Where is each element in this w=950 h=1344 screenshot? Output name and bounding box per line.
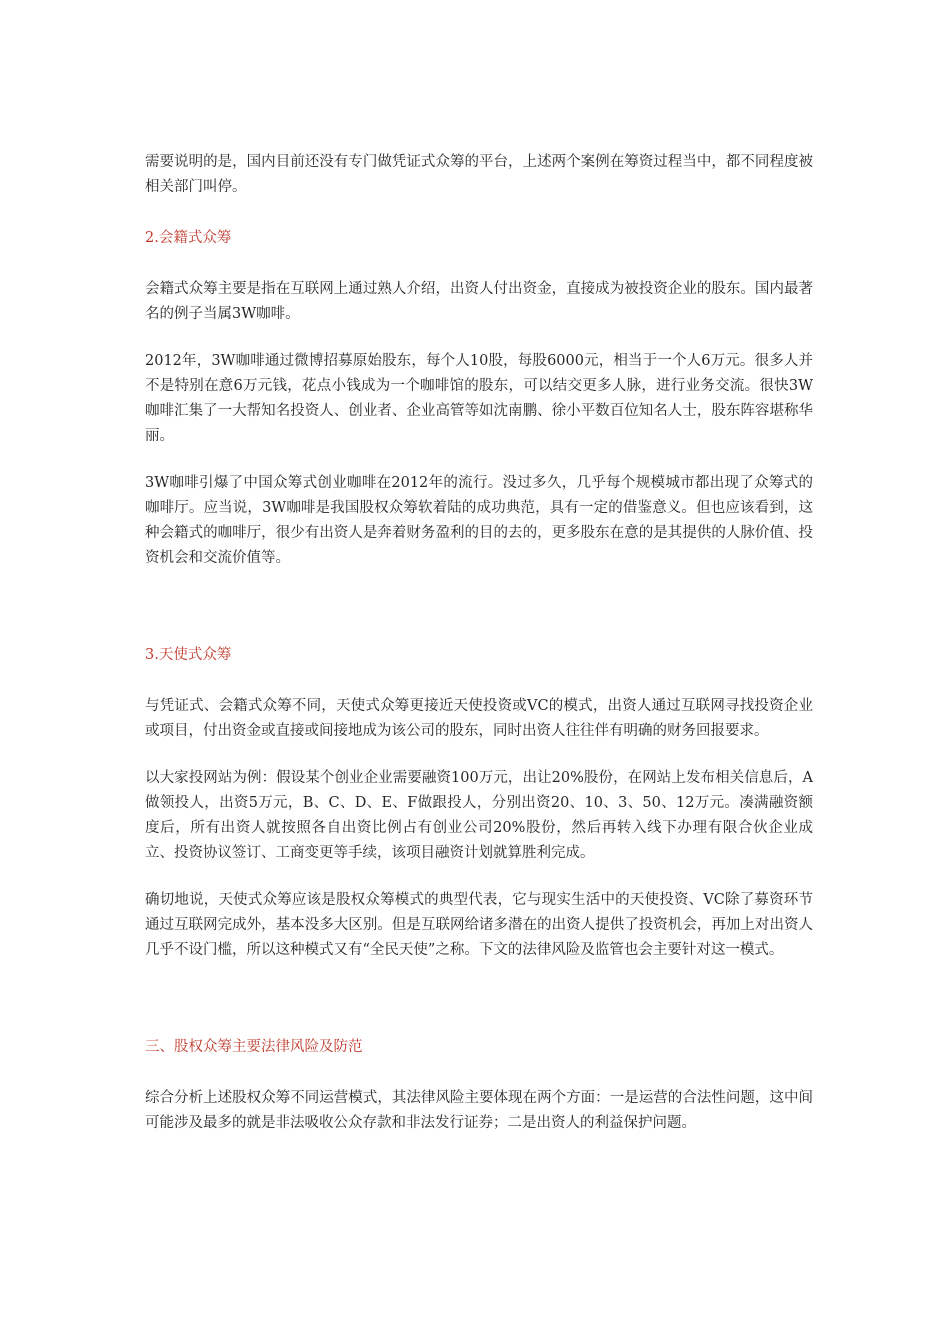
paragraph-3w-coffee-2012: 2012年，3W咖啡通过微博招募原始股东，每个人10股，每股6000元，相当于一个人6万元。很多人并不是特别在意6万元钱，花点小钱成为一个咖啡馆的股东，可以结交更多人脉，进行业务交流。很快3W咖啡汇集了一大帮知名投资人、创业者、企业高管等如沈南鹏、徐小平数百位知名人士，股东阵容堪称华丽。 xyxy=(145,353,813,444)
spacer xyxy=(145,251,813,277)
paragraph-angel-summary: 确切地说，天使式众筹应该是股权众筹模式的典型代表，它与现实生活中的天使投资、VC除了募资环节通过互联网完成外，基本没多大区别。但是互联网给诸多潜在的出资人提供了投资机会，再加上对出资人几乎不设门槛，所以这种模式又有“全民天使”之称。下文的法律风险及监管也会主要针对这一模式。 xyxy=(145,892,813,958)
spacer xyxy=(145,668,813,694)
heading-membership-crowdfunding: 2.会籍式众筹 xyxy=(145,230,232,246)
spacer xyxy=(145,963,813,1035)
paragraph-membership-definition: 会籍式众筹主要是指在互联网上通过熟人介绍，出资人付出资金，直接成为被投资企业的股东。国内最著名的例子当属3W咖啡。 xyxy=(145,281,813,322)
spacer xyxy=(145,327,813,349)
paragraph-voucher-note: 需要说明的是，国内目前还没有专门做凭证式众筹的平台，上述两个案例在筹资过程当中，都不同程度被相关部门叫停。 xyxy=(145,154,813,195)
paragraph-3w-coffee-impact: 3W咖啡引爆了中国众筹式创业咖啡在2012年的流行。没过多久，几乎每个规模城市都出现了众筹式的咖啡厅。应当说，3W咖啡是我国股权众筹软着陆的成功典范，具有一定的借鉴意义。但也应该看到，这种会籍式的咖啡厅，很少有出资人是奔着财务盈利的目的去的，更多股东在意的是其提供的人脉价值、投资机会和交流价值等。 xyxy=(145,475,813,566)
paragraph-legal-risks: 综合分析上述股权众筹不同运营模式，其法律风险主要体现在两个方面：一是运营的合法性问题，这中间可能涉及最多的就是非法吸收公众存款和非法发行证券；二是出资人的利益保护问题。 xyxy=(145,1090,813,1131)
paragraph-dajiatou-example: 以大家投网站为例：假设某个创业企业需要融资100万元，出让20%股份，在网站上发布相关信息后，A做领投人，出资5万元，B、C、D、E、F做跟投人，分别出资20、10、3、50、12万元。凑满融资额度后，所有出资人就按照各自出资比例占有创业公司20%股份，然后再转入线下办理有限合伙企业成立、投资协议签订、工商变更等手续，该项目融资计划就算胜利完成。 xyxy=(145,770,813,861)
spacer xyxy=(145,449,813,471)
spacer xyxy=(145,744,813,766)
document-page xyxy=(145,150,813,1136)
spacer xyxy=(145,1060,813,1086)
spacer xyxy=(145,200,813,226)
paragraph-angel-definition: 与凭证式、会籍式众筹不同，天使式众筹更接近天使投资或VC的模式，出资人通过互联网寻找投资企业或项目，付出资金或直接或间接地成为该公司的股东，同时出资人往往伴有明确的财务回报要求。 xyxy=(145,698,813,739)
spacer xyxy=(145,571,813,643)
heading-angel-crowdfunding: 3.天使式众筹 xyxy=(145,647,232,663)
heading-legal-risks: 三、股权众筹主要法律风险及防范 xyxy=(145,1039,363,1055)
spacer xyxy=(145,866,813,888)
